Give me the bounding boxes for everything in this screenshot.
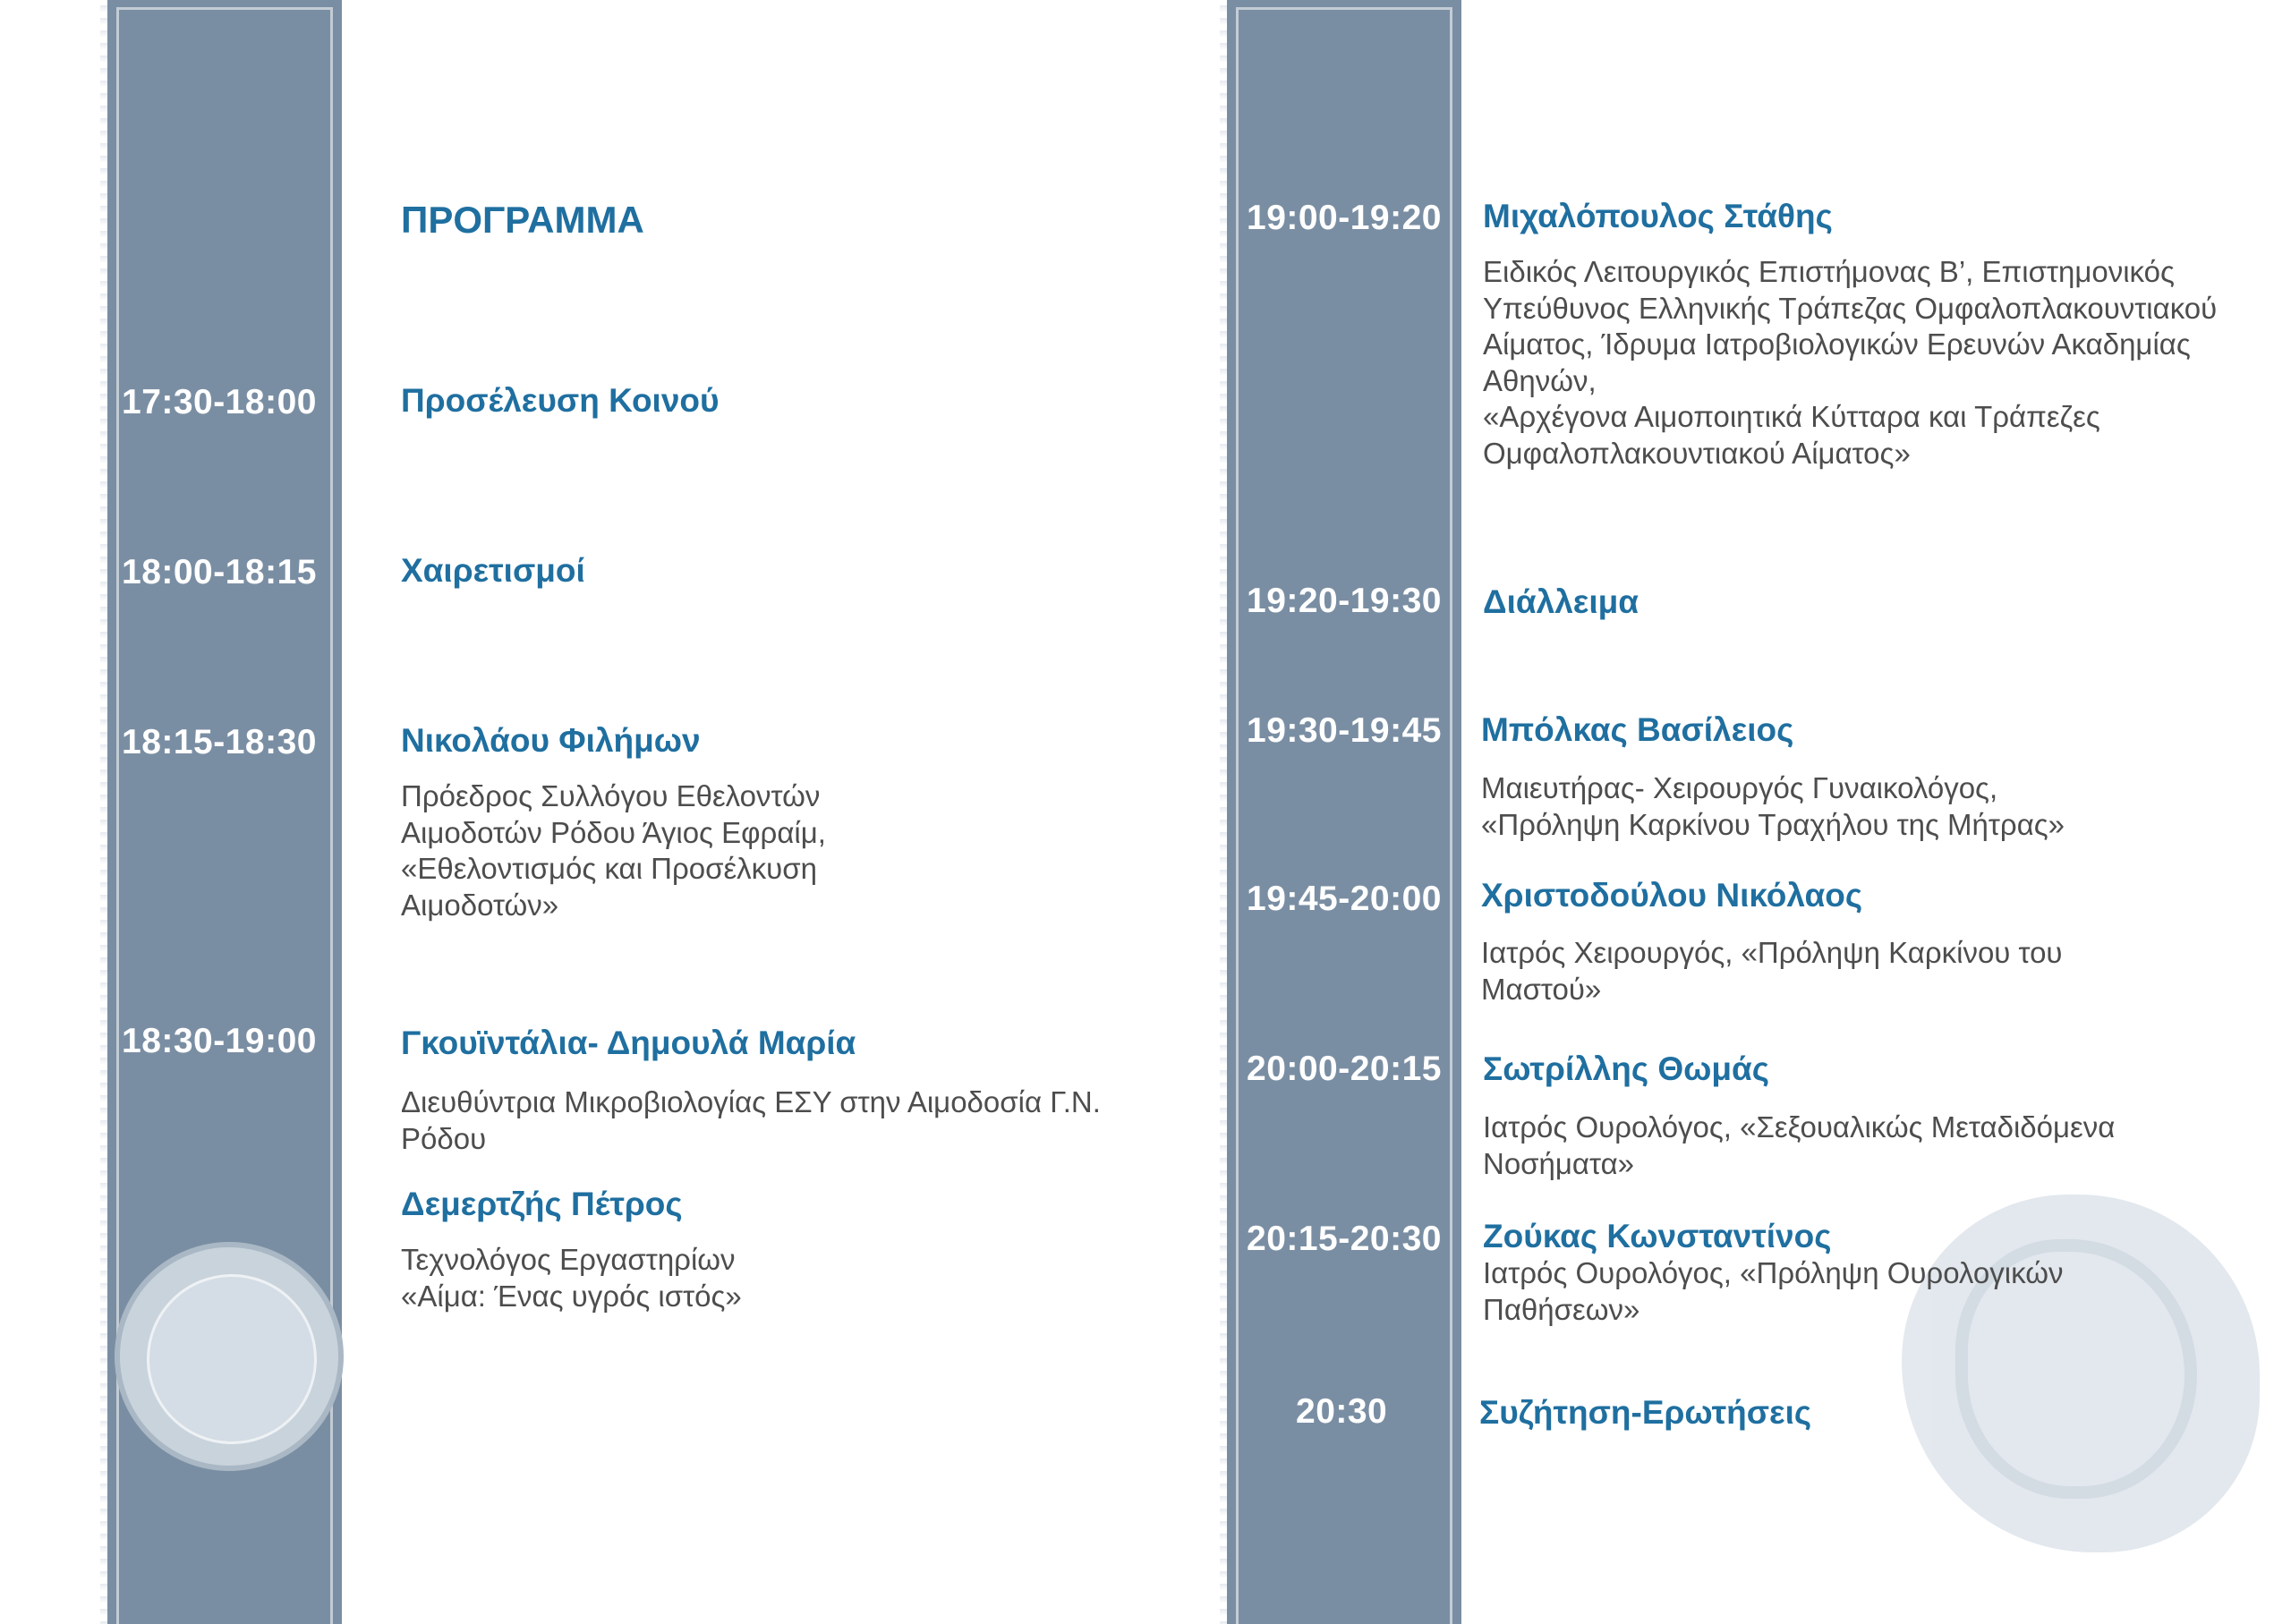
session-title: Χαιρετισμοί <box>401 552 585 589</box>
association-seal-logo <box>115 1242 344 1471</box>
description-line: Ομφαλοπλακουντιακού Αίματος» <box>1483 436 1911 470</box>
right-time-strip <box>1227 0 1461 1624</box>
speaker-name: Ζούκας Κωνσταντίνος <box>1483 1218 1832 1254</box>
program-heading: ΠΡΟΓΡΑΜΜΑ <box>401 199 644 241</box>
description-line: Αθηνών, <box>1483 363 1597 397</box>
description-line: «Αίμα: Ένας υγρός ιστός» <box>401 1279 742 1313</box>
time-slot: 19:30-19:45 <box>1247 711 1442 750</box>
left-page-edge <box>100 0 107 1624</box>
description-line: Ιατρός Χειρουργός, «Πρόληψη Καρκίνου του <box>1481 936 2063 969</box>
description-line: Αίματος, Ίδρυμα Ιατροβιολογικών Ερευνών Ακαδημίας <box>1483 327 2191 361</box>
description-line: Μαιευτήρας- Χειρουργός Γυναικολόγος, <box>1481 771 1998 804</box>
description-line: Νοσήματα» <box>1483 1146 1634 1180</box>
time-slot: 19:45-20:00 <box>1247 880 1442 918</box>
speaker-description <box>1483 254 2217 472</box>
description-line: Διευθύντρια Μικροβιολογίας ΕΣΥ στην Αιμοδοσία Γ.Ν. <box>401 1085 1101 1118</box>
description-line: Ιατρός Ουρολόγος, «Σεξουαλικώς Μεταδιδόμενα <box>1483 1110 2116 1144</box>
speaker-description <box>1483 1110 2115 1182</box>
description-line: Υπεύθυνος Ελληνικής Τράπεζας Ομφαλοπλακουντιακού <box>1483 291 2218 325</box>
time-slot: 20:30 <box>1296 1392 1388 1431</box>
description-line: Ιατρός Ουρολόγος, «Πρόληψη Ουρολογικών <box>1483 1256 2064 1289</box>
session-title: Προσέλευση Κοινού <box>401 382 720 419</box>
time-slot: 19:20-19:30 <box>1247 582 1442 620</box>
time-slot: 19:00-19:20 <box>1247 199 1442 237</box>
speaker-description <box>1481 770 2065 843</box>
description-line: «Εθελοντισμός και Προσέλκυση <box>401 852 817 885</box>
speaker-name: Μιχαλόπουλος Στάθης <box>1483 198 1833 234</box>
speaker-description <box>401 1242 742 1314</box>
speaker-description <box>1483 1255 2063 1328</box>
ancient-coin-watermark <box>1902 1195 2260 1552</box>
time-slot: 18:15-18:30 <box>122 723 317 761</box>
speaker-description <box>1481 935 2062 1008</box>
session-title: Διάλλειμα <box>1483 583 1639 620</box>
time-slot: 17:30-18:00 <box>122 383 317 421</box>
description-line: Ειδικός Λειτουργικός Επιστήμονας Β’, Επιστημονικός <box>1483 255 2175 288</box>
description-line: Πρόεδρος Συλλόγου Εθελοντών <box>401 779 821 812</box>
description-line: Παθήσεων» <box>1483 1292 1640 1326</box>
time-slot: 20:00-20:15 <box>1247 1050 1442 1088</box>
description-line: «Πρόληψη Καρκίνου Τραχήλου της Μήτρας» <box>1481 807 2065 841</box>
time-slot: 18:00-18:15 <box>122 553 317 591</box>
speaker-name: Μπόλκας Βασίλειος <box>1481 711 1794 748</box>
speaker-name: Νικολάου Φιλήμων <box>401 722 701 759</box>
description-line: Μαστού» <box>1481 972 1602 1006</box>
time-slot: 20:15-20:30 <box>1247 1220 1442 1258</box>
description-line: Αιμοδοτών Ρόδου Άγιος Εφραίμ, <box>401 815 826 849</box>
session-title: Συζήτηση-Ερωτήσεις <box>1479 1394 1812 1431</box>
description-line: «Αρχέγονα Αιμοποιητικά Κύτταρα και Τράπεζες <box>1483 400 2100 433</box>
speaker-description <box>401 1084 1101 1157</box>
description-line: Τεχνολόγος Εργαστηρίων <box>401 1243 736 1276</box>
speaker-description <box>401 778 826 923</box>
description-line: Αιμοδοτών» <box>401 888 559 922</box>
speaker-name: Σωτρίλλης Θωμάς <box>1483 1050 1770 1087</box>
speaker-name: Χριστοδούλου Νικόλαος <box>1481 877 1863 914</box>
description-line: Ρόδου <box>401 1121 487 1155</box>
time-slot: 18:30-19:00 <box>122 1022 317 1060</box>
seal-inner-ring <box>147 1274 317 1444</box>
speaker-name: Γκουϊντάλια- Δημουλά Μαρία <box>401 1025 856 1061</box>
right-page-edge <box>1220 0 1227 1624</box>
speaker-name: Δεμερτζής Πέτρος <box>401 1186 683 1222</box>
